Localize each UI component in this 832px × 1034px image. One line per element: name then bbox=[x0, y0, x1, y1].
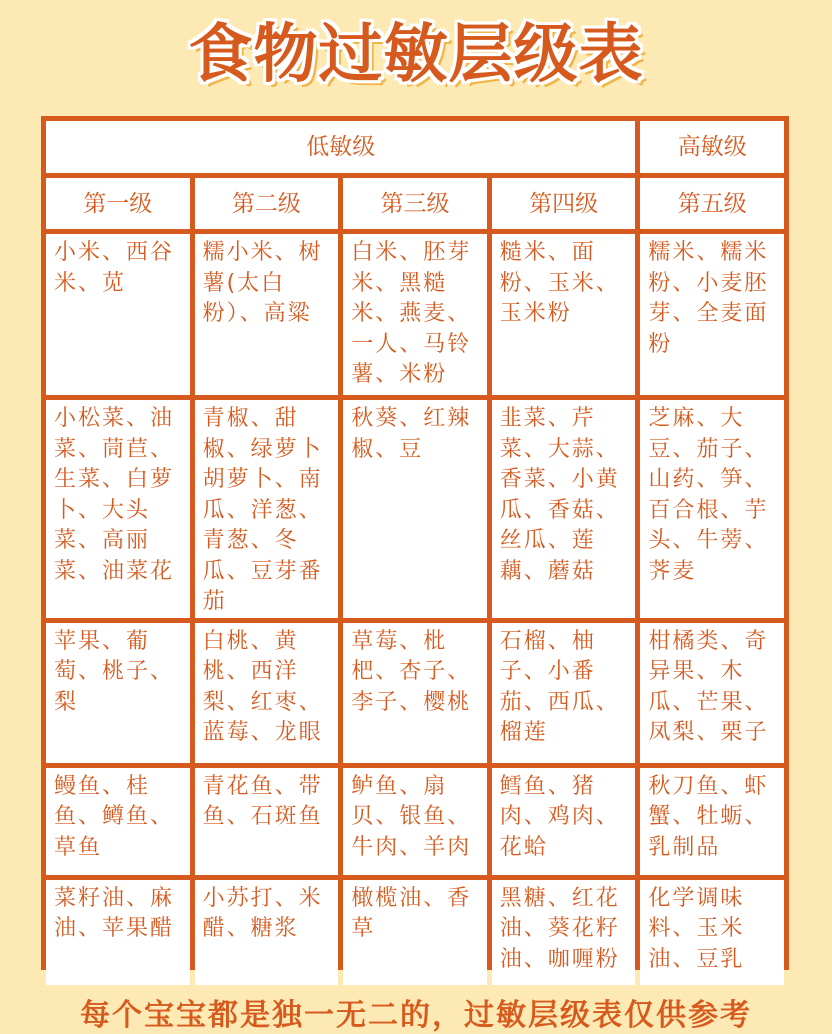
table-cell: 草莓、枇杷、杏子、李子、樱桃 bbox=[343, 623, 487, 763]
table-cell: 青花鱼、带鱼、石斑鱼 bbox=[195, 768, 339, 875]
table-cell: 糙米、面粉、玉米、玉米粉 bbox=[492, 234, 636, 395]
table-cell: 糯米、糯米粉、小麦胚芽、全麦面粉 bbox=[640, 234, 784, 395]
table-cell: 小苏打、米醋、糖浆 bbox=[195, 880, 339, 985]
table-cell: 秋刀鱼、虾蟹、牡蛎、乳制品 bbox=[640, 768, 784, 875]
level-2-header: 第二级 bbox=[195, 178, 339, 229]
table-cell: 小米、西谷米、苋 bbox=[46, 234, 190, 395]
page-title: 食物过敏层级表 bbox=[188, 18, 644, 92]
level-4-header: 第四级 bbox=[492, 178, 636, 229]
level-5-header: 第五级 bbox=[640, 178, 784, 229]
high-allergy-header: 高敏级 bbox=[640, 121, 784, 173]
allergy-level-table bbox=[41, 116, 789, 970]
table-cell: 鳕鱼、猪肉、鸡肉、花蛤 bbox=[492, 768, 636, 875]
table-cell: 青椒、甜椒、绿萝卜胡萝卜、南瓜、洋葱、青葱、冬瓜、豆芽番茄 bbox=[195, 400, 339, 618]
footer-note: 每个宝宝都是独一无二的，过敏层级表仅供参考 bbox=[80, 998, 752, 1033]
table-cell: 芝麻、大豆、茄子、山药、笋、百合根、芋头、牛蒡、荠麦 bbox=[640, 400, 784, 618]
level-1-header: 第一级 bbox=[46, 178, 190, 229]
table-cell: 橄榄油、香草 bbox=[343, 880, 487, 985]
table-cell: 菜籽油、麻油、苹果醋 bbox=[46, 880, 190, 985]
fruit-row bbox=[46, 623, 784, 763]
table-cell: 小松菜、油菜、茼苣、生菜、白萝卜、大头菜、高丽菜、油菜花 bbox=[46, 400, 190, 618]
table-cell: 化学调味料、玉米油、豆乳 bbox=[640, 880, 784, 985]
table-cell: 柑橘类、奇异果、木瓜、芒果、凤梨、栗子 bbox=[640, 623, 784, 763]
table-cell: 糯小米、树薯(太白粉）、高粱 bbox=[195, 234, 339, 395]
table-cell: 鳗鱼、桂鱼、鳟鱼、草鱼 bbox=[46, 768, 190, 875]
level-3-header: 第三级 bbox=[343, 178, 487, 229]
table-cell: 黑糖、红花油、葵花籽油、咖喱粉 bbox=[492, 880, 636, 985]
grain-row bbox=[46, 234, 784, 395]
table-cell: 鲈鱼、扇贝、银鱼、牛肉、羊肉 bbox=[343, 768, 487, 875]
table-cell: 白桃、黄桃、西洋梨、红枣、蓝莓、龙眼 bbox=[195, 623, 339, 763]
table-cell: 韭菜、芹菜、大蒜、香菜、小黄瓜、香菇、丝瓜、莲藕、蘑菇 bbox=[492, 400, 636, 618]
table-cell: 石榴、柚子、小番茄、西瓜、榴莲 bbox=[492, 623, 636, 763]
condiment-row bbox=[46, 880, 784, 985]
vegetable-row bbox=[46, 400, 784, 618]
table-cell: 白米、胚芽米、黑糙米、燕麦、一人、马铃薯、米粉 bbox=[343, 234, 487, 395]
meat-fish-row bbox=[46, 768, 784, 875]
table-cell: 秋葵、红辣椒、豆 bbox=[343, 400, 487, 618]
allergy-table-grid bbox=[41, 116, 789, 990]
low-allergy-header: 低敏级 bbox=[46, 121, 635, 173]
table-cell: 苹果、葡萄、桃子、梨 bbox=[46, 623, 190, 763]
